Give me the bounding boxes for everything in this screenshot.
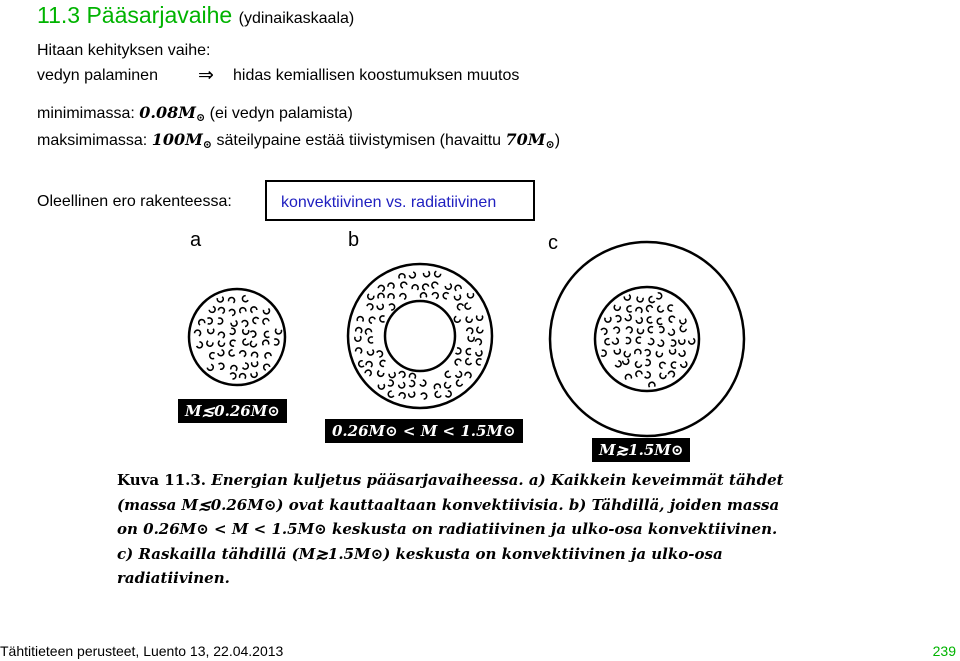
structure-label: Oleellinen ero rakenteessa: — [37, 193, 232, 210]
convection-curl — [622, 359, 629, 366]
convection-curl — [264, 331, 269, 338]
convection-curl — [443, 382, 451, 389]
convection-curl — [613, 326, 620, 334]
convection-curl — [228, 350, 235, 357]
convection-curl — [657, 318, 663, 325]
convection-curl — [377, 370, 384, 377]
convection-curl — [379, 360, 385, 367]
convection-curl — [218, 318, 223, 324]
convection-curl — [262, 340, 269, 345]
convection-curl — [218, 306, 226, 313]
convection-curl — [355, 327, 362, 333]
convection-curl — [464, 303, 471, 311]
convection-curl — [656, 306, 663, 314]
convection-curl — [207, 318, 212, 324]
convection-curl — [230, 372, 237, 379]
convection-curl — [218, 363, 224, 370]
convection-curl — [412, 284, 419, 290]
convection-curl — [217, 297, 224, 303]
convection-curl — [380, 316, 385, 322]
convection-curl — [634, 361, 642, 368]
convection-curl — [445, 390, 452, 397]
convection-curl — [668, 305, 673, 312]
convection-curl — [249, 341, 257, 348]
convection-curl — [241, 295, 248, 303]
convection-curl — [250, 330, 256, 337]
convection-curl — [251, 372, 258, 378]
title-number: 11.3 — [37, 2, 81, 28]
convection-curl — [645, 359, 650, 366]
convection-curl — [627, 306, 632, 312]
convection-curl — [475, 338, 483, 345]
sun-symbol: ⊙ — [545, 138, 555, 151]
convection-curl — [454, 358, 461, 366]
convection-curl — [455, 380, 462, 388]
convection-curl — [250, 306, 258, 313]
convection-curl — [368, 337, 373, 343]
max-close-paren: ) — [554, 132, 561, 149]
convection-curl — [626, 338, 631, 344]
convection-curl — [635, 370, 643, 377]
convection-curl — [367, 294, 374, 300]
convection-curl — [409, 380, 415, 387]
convection-curl — [605, 317, 612, 322]
convection-curl — [421, 392, 428, 400]
convection-curl — [679, 339, 685, 344]
convection-curl — [669, 349, 676, 354]
line-composition-change: hidas kemiallisen koostumuksen muutos — [233, 67, 520, 84]
convection-curl — [218, 331, 226, 338]
convection-curl — [658, 340, 665, 348]
convection-curl — [420, 380, 427, 388]
convection-curl — [198, 319, 205, 326]
caption-text: Energian kuljetus pääsarjavaiheessa. a) Kaikkein keveimmät tähdet (massa M≲0.26M⊙) ovat kauttaaltaan konvektiivisia. b) Tähdillä, joiden massa on 0.26M⊙ < M < 1.5M⊙ keskusta on radiatiivinen ja ulko-osa konvektiivinen. c) Raskailla tähdillä (M≳1.5M⊙) keskusta on konvektiivinen ja ulko-osa radiatiivinen. — [117, 471, 784, 587]
convection-curl — [635, 349, 641, 354]
convection-curl — [454, 295, 461, 301]
convection-curl — [648, 296, 655, 303]
convection-curl — [623, 351, 630, 358]
boxed-comparison-text: konvektiivinen vs. radiatiivinen — [281, 194, 497, 211]
convection-curl — [434, 271, 442, 278]
convection-curl — [275, 329, 282, 335]
convection-curl — [274, 339, 279, 345]
title-subtitle: (ydinaikaskaala) — [238, 10, 355, 27]
convection-curl — [252, 316, 259, 323]
convection-curl — [648, 338, 655, 345]
convection-curl — [355, 336, 362, 341]
convection-curl — [378, 384, 384, 389]
convection-curl — [262, 317, 270, 324]
convection-curl — [626, 326, 634, 334]
convection-curl — [671, 362, 676, 368]
convection-curl — [431, 281, 439, 289]
convection-curl — [378, 284, 386, 291]
max-mass-label: maksimimassa: — [37, 132, 148, 149]
sun-symbol: ⊙ — [202, 138, 213, 151]
convection-curl — [389, 372, 396, 378]
figure-caption — [117, 468, 797, 591]
convection-curl — [625, 374, 632, 380]
convection-curl — [680, 361, 688, 368]
convection-curl — [601, 350, 606, 357]
convection-curl — [398, 382, 406, 389]
convection-curl — [668, 315, 675, 323]
panel-c-label: c — [548, 232, 558, 254]
convection-curl — [679, 350, 687, 357]
convection-curl — [442, 292, 448, 299]
convection-curl — [668, 329, 676, 337]
convection-cells-b — [355, 271, 484, 400]
convection-curl — [399, 370, 406, 378]
convection-curl — [453, 316, 461, 323]
convection-curl — [637, 297, 644, 303]
panel-b-label: b — [348, 229, 360, 251]
convection-curl — [264, 352, 271, 359]
convection-curl — [239, 350, 247, 357]
min-mass-label: minimimassa: — [37, 105, 135, 122]
convection-curl — [656, 293, 662, 300]
convection-curl — [614, 349, 621, 355]
star-b-radiative-core — [348, 264, 492, 408]
range-label-a: M≲0.26M⊙ — [178, 399, 287, 423]
convection-curl — [218, 349, 226, 356]
convection-curl — [637, 328, 644, 334]
convection-curl — [208, 329, 214, 334]
convection-curl — [409, 272, 417, 279]
convection-curl — [636, 317, 644, 324]
convection-curl — [229, 308, 236, 316]
max-observed-value: 70M — [505, 130, 546, 149]
convection-curl — [476, 358, 482, 365]
convection-curl — [389, 303, 396, 310]
max-mass-value: 100M — [151, 130, 203, 149]
convection-curl — [645, 349, 651, 356]
implies-arrow: ⇒ — [198, 65, 214, 86]
convection-curl — [476, 327, 484, 334]
convection-curl — [444, 371, 450, 378]
convection-curl — [605, 339, 610, 346]
convection-curl — [388, 380, 394, 387]
convection-curl — [228, 297, 235, 303]
convection-curl — [242, 329, 249, 335]
convection-curl — [399, 392, 407, 399]
convection-curl — [206, 341, 213, 347]
convection-curl — [455, 348, 461, 355]
convection-curl — [242, 319, 249, 327]
convection-curl — [207, 364, 215, 371]
convection-curl — [658, 361, 665, 369]
convection-curl — [432, 291, 440, 298]
convection-curl — [355, 347, 362, 354]
convection-cells-c — [601, 293, 696, 388]
convection-cells-a — [194, 295, 282, 379]
line-slow-phase: Hitaan kehityksen vaihe: — [37, 42, 211, 59]
convection-curl — [357, 316, 363, 321]
convection-curl — [377, 304, 384, 310]
convection-curl — [242, 339, 249, 347]
convection-curl — [468, 336, 475, 341]
convection-curl — [649, 382, 655, 387]
convection-curl — [388, 293, 395, 298]
footer-course: Tähtitieteen perusteet, Luento 13, 22.04.2013 — [0, 643, 284, 659]
convection-curl — [358, 360, 364, 367]
convection-curl — [616, 315, 622, 322]
convection-curl — [656, 351, 663, 357]
convection-curl — [476, 350, 483, 356]
convection-curl — [668, 370, 676, 377]
convection-curl — [251, 361, 258, 367]
convection-curl — [636, 337, 641, 343]
convection-curl — [601, 327, 608, 335]
convection-curl — [209, 352, 214, 358]
convection-curl — [671, 340, 676, 346]
convection-curl — [434, 391, 441, 399]
convection-curl — [366, 361, 373, 367]
min-mass-value: 0.08M — [139, 103, 196, 122]
convection-curl — [231, 320, 238, 327]
convection-curl — [251, 352, 258, 358]
convection-curl — [368, 316, 375, 324]
convection-curl — [209, 306, 217, 313]
convection-curl — [645, 304, 653, 312]
range-label-b: 0.26M⊙ < M < 1.5M⊙ — [325, 419, 523, 443]
convection-curl — [365, 369, 373, 376]
convection-curl — [399, 293, 407, 300]
convection-curl — [680, 319, 687, 325]
convection-curl — [465, 371, 472, 378]
panel-a-label: a — [190, 229, 202, 251]
convection-curl — [420, 293, 426, 298]
convection-curl — [367, 303, 374, 311]
convection-curl — [466, 349, 471, 355]
convection-curl — [364, 328, 371, 335]
convection-curl — [229, 339, 235, 346]
min-mass-note: (ei vedyn palamista) — [209, 105, 353, 122]
convection-curl — [230, 328, 236, 335]
convection-curl — [624, 294, 631, 300]
convection-curl — [239, 373, 246, 379]
convection-curl — [388, 282, 395, 288]
convection-curl — [242, 363, 249, 371]
convection-curl — [477, 316, 483, 321]
convection-curl — [466, 327, 474, 334]
star-c-convective-core — [550, 242, 744, 436]
convection-curl — [688, 338, 695, 345]
convection-curl — [679, 325, 687, 332]
convection-curl — [455, 371, 463, 379]
convection-curl — [263, 363, 271, 370]
convection-curl — [387, 391, 394, 398]
convection-curl — [445, 283, 452, 290]
convection-curl — [399, 274, 405, 279]
convection-curl — [217, 341, 224, 348]
convection-curl — [467, 293, 473, 298]
star-a-fully-convective — [189, 289, 285, 385]
convection-curl — [465, 316, 472, 323]
convection-curl — [400, 281, 408, 288]
convection-curl — [423, 271, 430, 277]
convection-curl — [378, 293, 384, 298]
convection-curl — [648, 326, 653, 332]
convection-curl — [231, 365, 238, 371]
convection-curl — [659, 326, 664, 332]
convection-curl — [194, 329, 202, 336]
convection-curl — [456, 303, 463, 311]
convection-curl — [421, 283, 429, 290]
convection-curl — [408, 392, 415, 398]
convection-curl — [614, 305, 621, 311]
page-number: 239 — [932, 643, 956, 659]
convection-curl — [612, 338, 620, 345]
sun-symbol: ⊙ — [195, 111, 206, 124]
convection-curl — [647, 317, 653, 324]
line-hydrogen-burning: vedyn palaminen — [37, 67, 158, 84]
convection-curl — [465, 358, 472, 366]
range-label-c: M≳1.5M⊙ — [592, 438, 690, 462]
convection-curl — [645, 372, 652, 379]
convection-curl — [409, 373, 416, 379]
title-text: Pääsarjavaihe — [86, 2, 233, 28]
convection-curl — [659, 373, 666, 380]
convection-curl — [636, 307, 643, 313]
convection-curl — [434, 384, 441, 390]
caption-head: Kuva 11.3. — [117, 471, 207, 489]
max-mass-note: säteilypaine estää tiivistymisen (havaittu — [216, 132, 502, 149]
convection-curl — [239, 307, 246, 313]
convection-curl — [367, 349, 374, 355]
convection-curl — [615, 360, 622, 368]
convection-curl — [625, 314, 633, 321]
convection-curl — [263, 308, 270, 314]
convection-curl — [454, 284, 461, 290]
convection-curl — [377, 350, 384, 358]
convection-curl — [196, 341, 203, 349]
